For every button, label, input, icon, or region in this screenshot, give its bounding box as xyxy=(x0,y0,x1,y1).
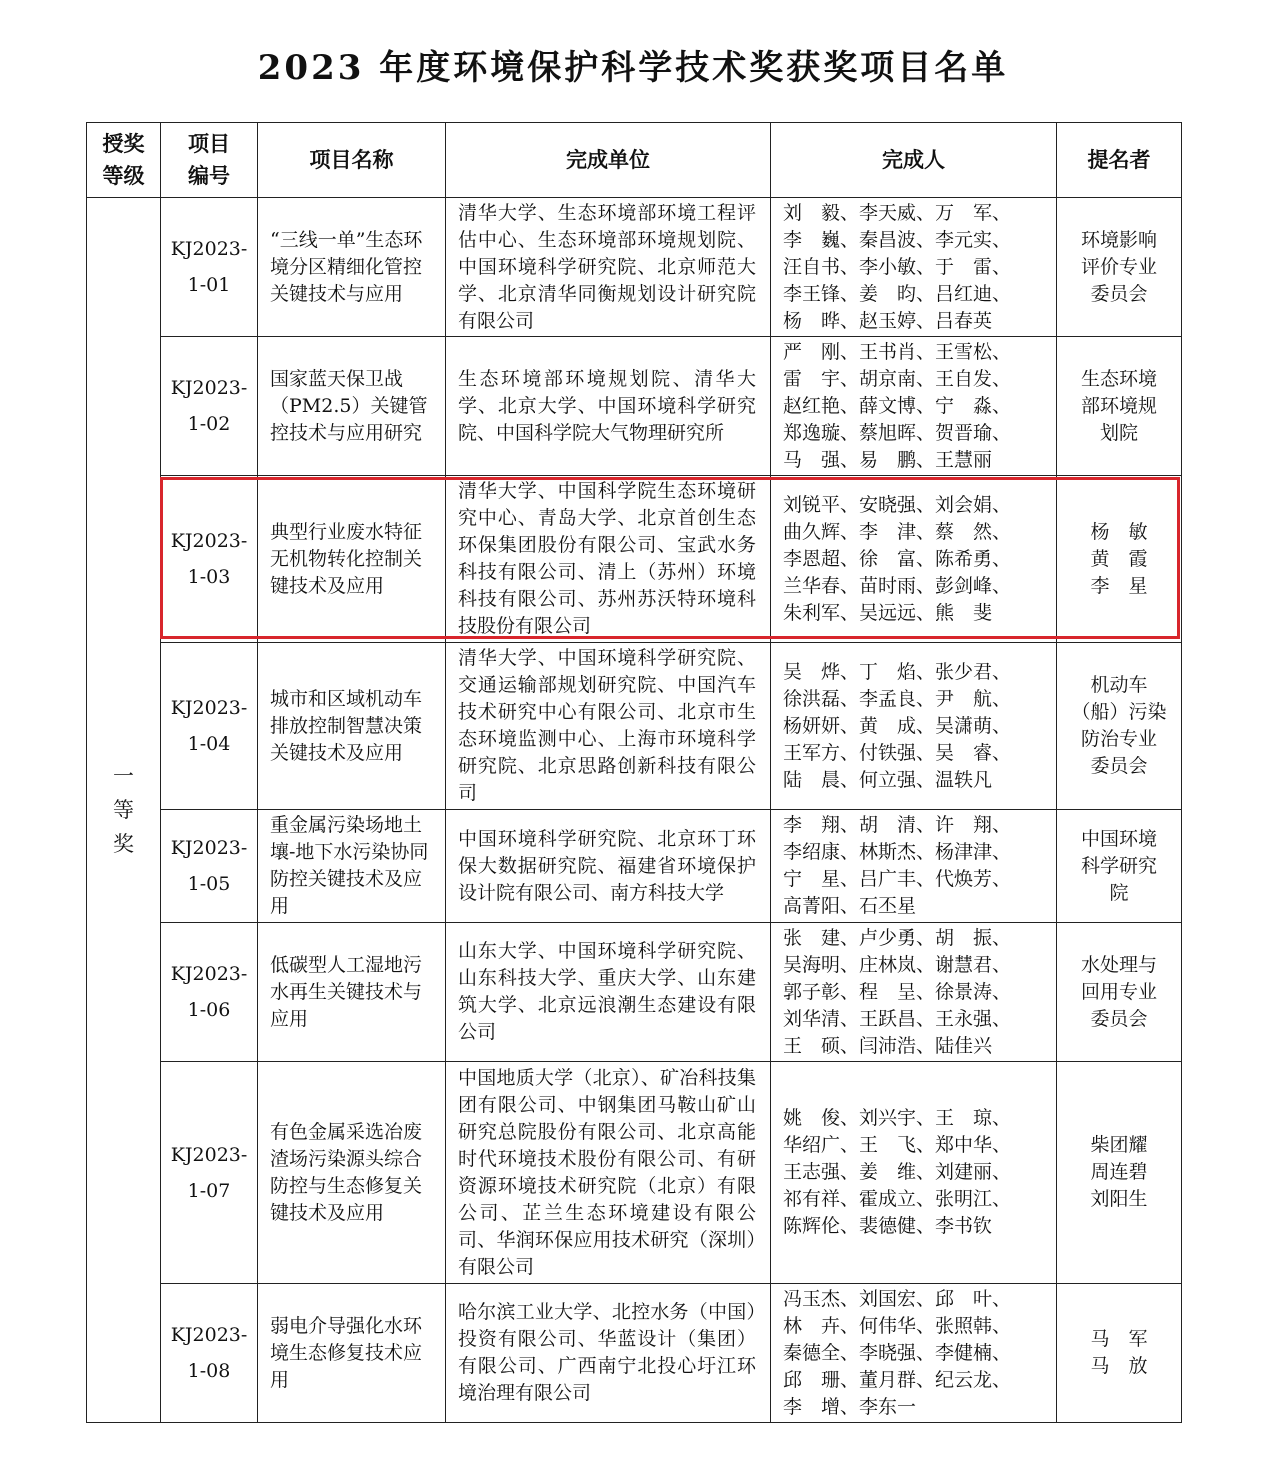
nominator: 中国环境 科学研究 院 xyxy=(1057,810,1182,923)
award-table xyxy=(86,122,1182,1423)
project-code: KJ2023- 1-05 xyxy=(161,810,258,923)
header-unit: 完成单位 xyxy=(446,123,771,198)
nominator: 柴团耀 周连碧 刘阳生 xyxy=(1057,1062,1182,1284)
project-name: 城市和区域机动车排放控制智慧决策关键技术及应用 xyxy=(258,643,446,810)
page-title: 2023 年度环境保护科学技术奖获奖项目名单 xyxy=(257,48,1009,88)
header-nominator: 提名者 xyxy=(1057,123,1182,198)
nominator: 马 军 马 放 xyxy=(1057,1284,1182,1423)
completing-people: 吴 烨、丁 焰、张少君、 徐洪磊、李孟良、尹 航、 杨妍妍、黄 成、吴潇萌、 王军方、付铁强、吴 睿、 陆 晨、何立强、温轶凡 xyxy=(771,643,1057,810)
project-code: KJ2023- 1-06 xyxy=(161,923,258,1062)
nominator: 生态环境 部环境规 划院 xyxy=(1057,337,1182,476)
project-code: KJ2023- 1-07 xyxy=(161,1062,258,1284)
table-row xyxy=(87,1062,1182,1284)
table-header-row xyxy=(87,123,1182,198)
table-row xyxy=(87,923,1182,1062)
header-people: 完成人 xyxy=(771,123,1057,198)
project-code: KJ2023- 1-01 xyxy=(161,198,258,337)
project-code: KJ2023- 1-02 xyxy=(161,337,258,476)
completing-people: 张 建、卢少勇、胡 振、 吴海明、庄林岚、谢慧君、 郭子彰、程 呈、徐景涛、 刘华清、王跃昌、王永强、 王 硕、闫沛浩、陆佳兴 xyxy=(771,923,1057,1062)
project-name: 重金属污染场地土壤-地下水污染协同防控关键技术及应用 xyxy=(258,810,446,923)
header-level: 授奖等级 xyxy=(87,123,161,198)
completing-units: 清华大学、中国科学院生态环境研究中心、青岛大学、北京首创生态环保集团股份有限公司、宝武水务科技有限公司、清上（苏州）环境科技有限公司、苏州苏沃特环境科技股份有限公司 xyxy=(446,476,771,643)
header-name: 项目名称 xyxy=(258,123,446,198)
project-name: 弱电介导强化水环境生态修复技术应用 xyxy=(258,1284,446,1423)
project-name: 国家蓝天保卫战（PM2.5）关键管控技术与应用研究 xyxy=(258,337,446,476)
completing-people: 李 翔、胡 清、许 翔、 李绍康、林斯杰、杨津津、 宁 星、吕广丰、代焕芳、 高菁阳、石丕星 xyxy=(771,810,1057,923)
nominator: 杨 敏 黄 霞 李 星 xyxy=(1057,476,1182,643)
table-row-highlighted xyxy=(87,476,1182,643)
project-code: KJ2023- 1-04 xyxy=(161,643,258,810)
project-name: 低碳型人工湿地污水再生关键技术与应用 xyxy=(258,923,446,1062)
completing-units: 生态环境部环境规划院、清华大学、北京大学、中国环境科学研究院、中国科学院大气物理研究所 xyxy=(446,337,771,476)
project-name: “三线一单”生态环境分区精细化管控关键技术与应用 xyxy=(258,198,446,337)
completing-people: 冯玉杰、刘国宏、邱 叶、 林 卉、何伟华、张照韩、 秦德全、李晓强、李健楠、 邱 珊、董月群、纪云龙、 李 增、李东一 xyxy=(771,1284,1057,1423)
table-row xyxy=(87,337,1182,476)
completing-units: 哈尔滨工业大学、北控水务（中国）投资有限公司、华蓝设计（集团）有限公司、广西南宁北投心圩江环境治理有限公司 xyxy=(446,1284,771,1423)
table-row xyxy=(87,810,1182,923)
nominator: 机动车 （船）污染 防治专业 委员会 xyxy=(1057,643,1182,810)
project-name: 有色金属采选冶废渣场污染源头综合防控与生态修复关键技术及应用 xyxy=(258,1062,446,1284)
table-row xyxy=(87,643,1182,810)
completing-people: 刘 毅、李天威、万 军、 李 巍、秦昌波、李元实、 汪自书、李小敏、于 雷、 李王锋、姜 昀、吕红迪、 杨 晔、赵玉婷、吕春英 xyxy=(771,198,1057,337)
table-row xyxy=(87,1284,1182,1423)
table-row xyxy=(87,198,1182,337)
header-code: 项目编号 xyxy=(161,123,258,198)
completing-people: 刘锐平、安晓强、刘会娟、 曲久辉、李 津、蔡 然、 李恩超、徐 富、陈希勇、 兰华春、苗时雨、彭剑峰、 朱利军、吴远远、熊 斐 xyxy=(771,476,1057,643)
project-name: 典型行业废水特征无机物转化控制关键技术及应用 xyxy=(258,476,446,643)
completing-units: 清华大学、中国环境科学研究院、交通运输部规划研究院、中国汽车技术研究中心有限公司、北京市生态环境监测中心、上海市环境科学研究院、北京思路创新科技有限公司 xyxy=(446,643,771,810)
completing-units: 山东大学、中国环境科学研究院、山东科技大学、重庆大学、山东建筑大学、北京远浪潮生态建设有限公司 xyxy=(446,923,771,1062)
completing-people: 严 刚、王书肖、王雪松、 雷 宇、胡京南、王自发、 赵红艳、薛文博、宁 淼、 郑逸璇、蔡旭晖、贺晋瑜、 马 强、易 鹏、王慧丽 xyxy=(771,337,1057,476)
nominator: 水处理与 回用专业 委员会 xyxy=(1057,923,1182,1062)
completing-units: 中国地质大学（北京）、矿冶科技集团有限公司、中钢集团马鞍山矿山研究总院股份有限公司、北京高能时代环境技术股份有限公司、有研资源环境技术研究院（北京）有限公司、芷兰生态环境建设有限公司、华润环保应用技术研究（深圳）有限公司 xyxy=(446,1062,771,1284)
completing-units: 中国环境科学研究院、北京环丁环保大数据研究院、福建省环境保护设计院有限公司、南方科技大学 xyxy=(446,810,771,923)
award-level-cell: 一等奖 xyxy=(87,198,161,1423)
project-code: KJ2023- 1-03 xyxy=(161,476,258,643)
completing-people: 姚 俊、刘兴宇、王 琼、 华绍广、王 飞、郑中华、 王志强、姜 维、刘建丽、 祁有祥、霍成立、张明江、 陈辉伦、裴德健、李书钦 xyxy=(771,1062,1057,1284)
completing-units: 清华大学、生态环境部环境工程评估中心、生态环境部环境规划院、中国环境科学研究院、北京师范大学、北京清华同衡规划设计研究院有限公司 xyxy=(446,198,771,337)
project-code: KJ2023- 1-08 xyxy=(161,1284,258,1423)
nominator: 环境影响 评价专业 委员会 xyxy=(1057,198,1182,337)
